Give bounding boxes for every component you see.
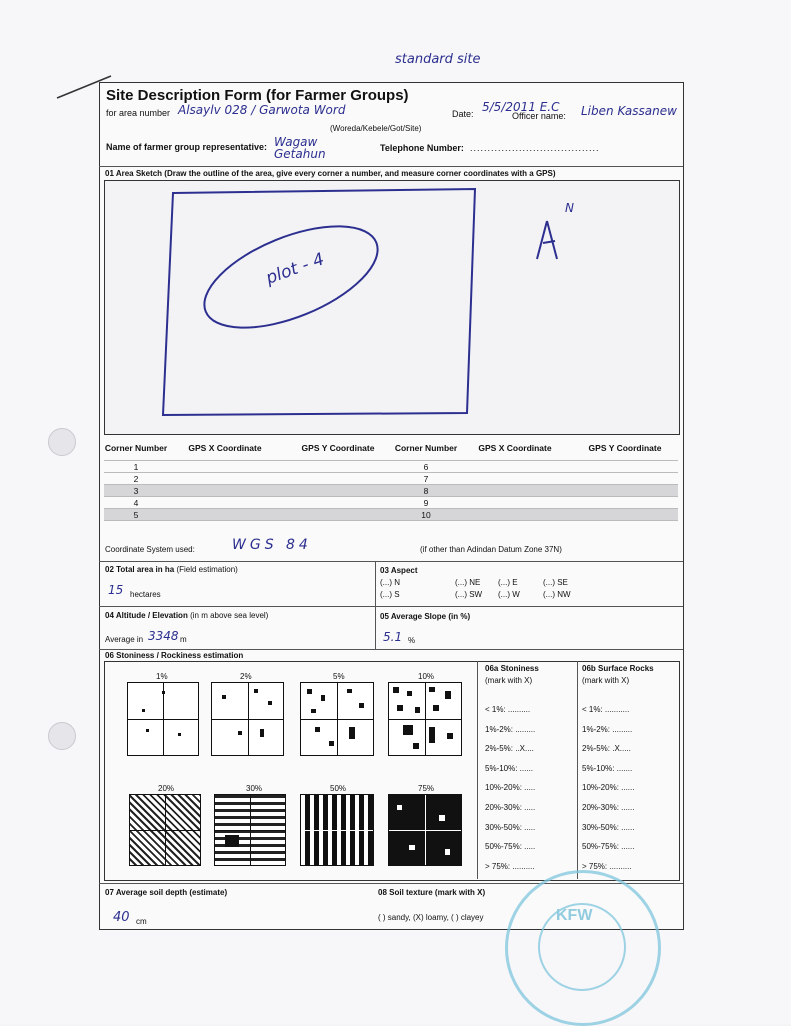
representative-value[interactable]: Wagaw Getahun [274, 135, 326, 161]
aspect-nw[interactable]: (...) NW [543, 590, 571, 599]
punch-hole [48, 722, 76, 750]
pct-label: 10% [418, 672, 435, 681]
date-value[interactable]: 5/5/2011 E.C [482, 100, 560, 114]
stoniness-class-option[interactable]: 20%-30%: ..... [485, 803, 536, 812]
soil-texture-label: 08 Soil texture (mark with X) [378, 888, 486, 897]
area-sketch[interactable] [104, 180, 680, 435]
coord-system-hint: (if other than Adindan Datum Zone 37N) [420, 545, 562, 554]
surface-rocks-class-option[interactable]: 20%-30%: ...... [582, 803, 635, 812]
stoniness-label: 06 Stoniness / Rockiness estimation [105, 651, 244, 660]
aspect-n[interactable]: (...) N [380, 578, 400, 587]
stoniness-class-option[interactable]: < 1%: .......... [485, 705, 531, 714]
coord-system-label: Coordinate System used: [105, 545, 195, 554]
col-corner-number-2: Corner Number [394, 435, 458, 461]
pct-label: 20% [158, 784, 175, 793]
stoniness-col-sub: (mark with X) [485, 676, 533, 685]
slope-value[interactable]: 5.1 [383, 630, 403, 644]
plot-outline [163, 189, 475, 415]
col-gps-y: GPS Y Coordinate [282, 435, 394, 461]
surface-rocks-class-option[interactable]: 5%-10%: ....... [582, 763, 633, 773]
pct-label: 75% [418, 784, 435, 793]
pct-label: 50% [330, 784, 347, 793]
stoniness-class-option[interactable]: 5%-10%: ...... [485, 763, 534, 773]
aspect-s[interactable]: (...) S [380, 590, 400, 599]
stoniness-diagram-5pct [300, 682, 374, 756]
surface-rocks-class-option[interactable]: 30%-50%: ...... [582, 822, 635, 832]
table-row: 5 10 [104, 509, 678, 521]
pct-label: 30% [246, 784, 263, 793]
north-arrow [537, 221, 557, 259]
area-number-value[interactable]: Alsaylv 028 / Garwota Word [178, 103, 346, 117]
surface-rocks-col-title: 06b Surface Rocks [582, 664, 654, 673]
officer-label: Officer name: [512, 111, 566, 121]
plot-label: plot - 4 [263, 249, 327, 289]
altitude-value[interactable]: 3348 [148, 629, 179, 643]
stoniness-class-option[interactable]: > 75%: .......... [485, 861, 535, 871]
pct-label: 1% [156, 672, 168, 681]
surface-rocks-class-option[interactable]: 1%-2%: ......... [582, 724, 633, 734]
stoniness-col-title: 06a Stoniness [485, 664, 539, 673]
stoniness-diagram-50pct [300, 794, 374, 866]
stoniness-class-option[interactable]: 50%-75%: ..... [485, 842, 536, 852]
location-hint: (Woreda/Kebele/Got/Site) [330, 124, 422, 133]
altitude-label: 04 Altitude / Elevation (in m above sea level) [105, 611, 269, 620]
col-gps-x: GPS X Coordinate [168, 435, 282, 461]
form-title: Site Description Form (for Farmer Groups) [106, 87, 409, 104]
total-area-label: 02 Total area in ha (Field estimation) [105, 565, 238, 574]
aspect-w[interactable]: (...) W [498, 590, 520, 599]
stoniness-class-option[interactable]: 10%-20%: ..... [485, 783, 536, 793]
official-stamp: KFW [505, 870, 661, 1026]
corner-table [104, 435, 678, 521]
date-label: Date: [452, 109, 474, 119]
stoniness-class-option[interactable]: 30%-50%: ..... [485, 822, 536, 832]
surface-rocks-class-option[interactable]: 2%-5%: .X..... [582, 744, 631, 754]
aspect-sw[interactable]: (...) SW [455, 590, 483, 599]
col-gps-x-2: GPS X Coordinate [458, 435, 572, 461]
total-area-unit: hectares [130, 590, 161, 599]
aspect-ne[interactable]: (...) NE [455, 578, 481, 587]
stoniness-diagram-75pct [388, 794, 462, 866]
surface-rocks-col-sub: (mark with X) [582, 676, 630, 685]
surface-rocks-class-option[interactable]: 10%-20%: ...... [582, 783, 635, 793]
sketch-label: 01 Area Sketch (Draw the outline of the area, give every corner a number, and measure corner coordinates with a GPS) [105, 169, 556, 178]
officer-value[interactable]: Liben Kassanew [581, 104, 677, 118]
table-row: 2 7 [104, 473, 678, 485]
soil-depth-label: 07 Average soil depth (estimate) [105, 888, 228, 897]
pct-label: 2% [240, 672, 252, 681]
col-corner-number: Corner Number [104, 435, 168, 461]
soil-depth-value[interactable]: 40 [113, 910, 130, 925]
total-area-value[interactable]: 15 [108, 583, 124, 597]
punch-hole [48, 428, 76, 456]
stoniness-diagram-30pct [214, 794, 286, 866]
area-number-label: for area number [106, 108, 171, 118]
table-row: 3 8 [104, 485, 678, 497]
stoniness-diagram-2pct [211, 682, 284, 756]
stoniness-diagram-10pct [388, 682, 462, 756]
stoniness-diagram-20pct [129, 794, 201, 866]
sketch-drawing [105, 181, 679, 434]
telephone-label: Telephone Number: [380, 143, 464, 153]
table-row: 4 9 [104, 497, 678, 509]
stoniness-class-option[interactable]: 2%-5%: ..X.... [485, 744, 534, 754]
pct-label: 5% [333, 672, 345, 681]
slope-label: 05 Average Slope (in %) [380, 612, 471, 621]
stoniness-class-option[interactable]: 1%-2%: ......... [485, 724, 536, 734]
aspect-se[interactable]: (...) SE [543, 578, 568, 587]
telephone-field[interactable]: ..................................... [470, 143, 600, 153]
aspect-e[interactable]: (...) E [498, 578, 518, 587]
handwritten-title: standard site [395, 52, 481, 67]
coord-system-value[interactable]: WGS 84 [232, 537, 312, 553]
altitude-avg-label: Average in [105, 635, 144, 644]
surface-rocks-class-option[interactable]: 50%-75%: ...... [582, 842, 635, 852]
soil-depth-unit: cm [136, 917, 147, 926]
soil-texture-options[interactable]: ( ) sandy, (X) loamy, ( ) clayey [378, 913, 484, 922]
aspect-label: 03 Aspect [380, 566, 418, 575]
altitude-unit: m [180, 635, 187, 644]
north-label: N [565, 201, 574, 215]
table-row: 1 6 [104, 461, 678, 473]
surface-rocks-class-option[interactable]: > 75%: .......... [582, 861, 632, 871]
slope-unit: % [408, 636, 416, 645]
stoniness-diagram-1pct [127, 682, 199, 756]
pen-mark [55, 72, 115, 102]
col-gps-y-2: GPS Y Coordinate [572, 435, 678, 461]
representative-label: Name of farmer group representative: [106, 142, 268, 152]
surface-rocks-class-option[interactable]: < 1%: ........... [582, 705, 630, 714]
